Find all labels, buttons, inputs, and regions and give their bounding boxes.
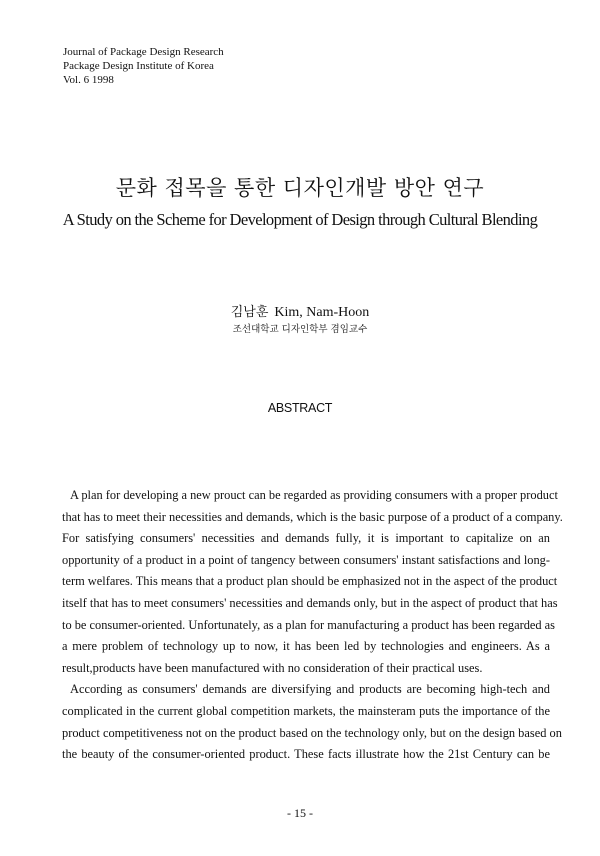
abstract-line: that has to meet their necessities and demands, which is the basic purpose of a product of a company. (62, 509, 563, 524)
journal-name: Journal of Package Design Research (63, 46, 224, 58)
page-number: - 15 - (287, 806, 313, 820)
abstract-line: opportunity of a product in a point of tangency between consumers' instant satisfactions and long- (62, 552, 550, 567)
abstract-line: to be consumer-oriented. Unfortunately, as a plan for manufacturing a product has been regarded as (62, 617, 556, 632)
abstract-body (62, 485, 563, 766)
abstract-line: result,products have been manufactured with no consideration of their practical uses. (62, 660, 483, 675)
abstract-line: the beauty of the consumer-oriented product. These facts illustrate how the 21st Century can be (62, 747, 550, 762)
abstract-line: a mere problem of technology up to now, it has been led by technologies and engineers. As a (62, 639, 550, 654)
author-name-english: Kim, Nam-Hoon (274, 305, 370, 320)
abstract-line: term welfares. This means that a product plan should be emphasized not in the aspect of the product (62, 574, 558, 589)
abstract-line: product competitiveness not on the product based on the technology only, but on the design based on (62, 725, 562, 740)
abstract-line: For satisfying consumers' necessities and demands fully, it is important to capitalize on an (62, 531, 550, 546)
abstract-line: A plan for developing a new prouct can be regarded as providing consumers with a proper product (70, 488, 558, 502)
paper-title-english: A Study on the Scheme for Development of Design through Cultural Blending (62, 210, 538, 229)
abstract-line: itself that has to meet consumers' necessities and demands only, but in the aspect of product that has (62, 595, 558, 610)
journal-volume: Vol. 6 1998 (63, 74, 114, 86)
abstract-line: complicated in the current global competition markets, the mainsteram puts the importance of the (62, 703, 550, 718)
author-line (0, 301, 600, 321)
journal-header (63, 45, 224, 87)
abstract-line: According as consumers' demands are diversifying and products are becoming high-tech and (70, 682, 550, 697)
author-affiliation: 조선대학교 디자인학부 겸임교수 (232, 324, 368, 335)
paper-title-korean: 문화 접목을 통한 디자인개발 방안 연구 (115, 176, 485, 200)
author-name-korean: 김남훈 (230, 305, 269, 320)
abstract-heading: ABSTRACT (267, 401, 333, 415)
journal-institute: Package Design Institute of Korea (63, 60, 214, 72)
